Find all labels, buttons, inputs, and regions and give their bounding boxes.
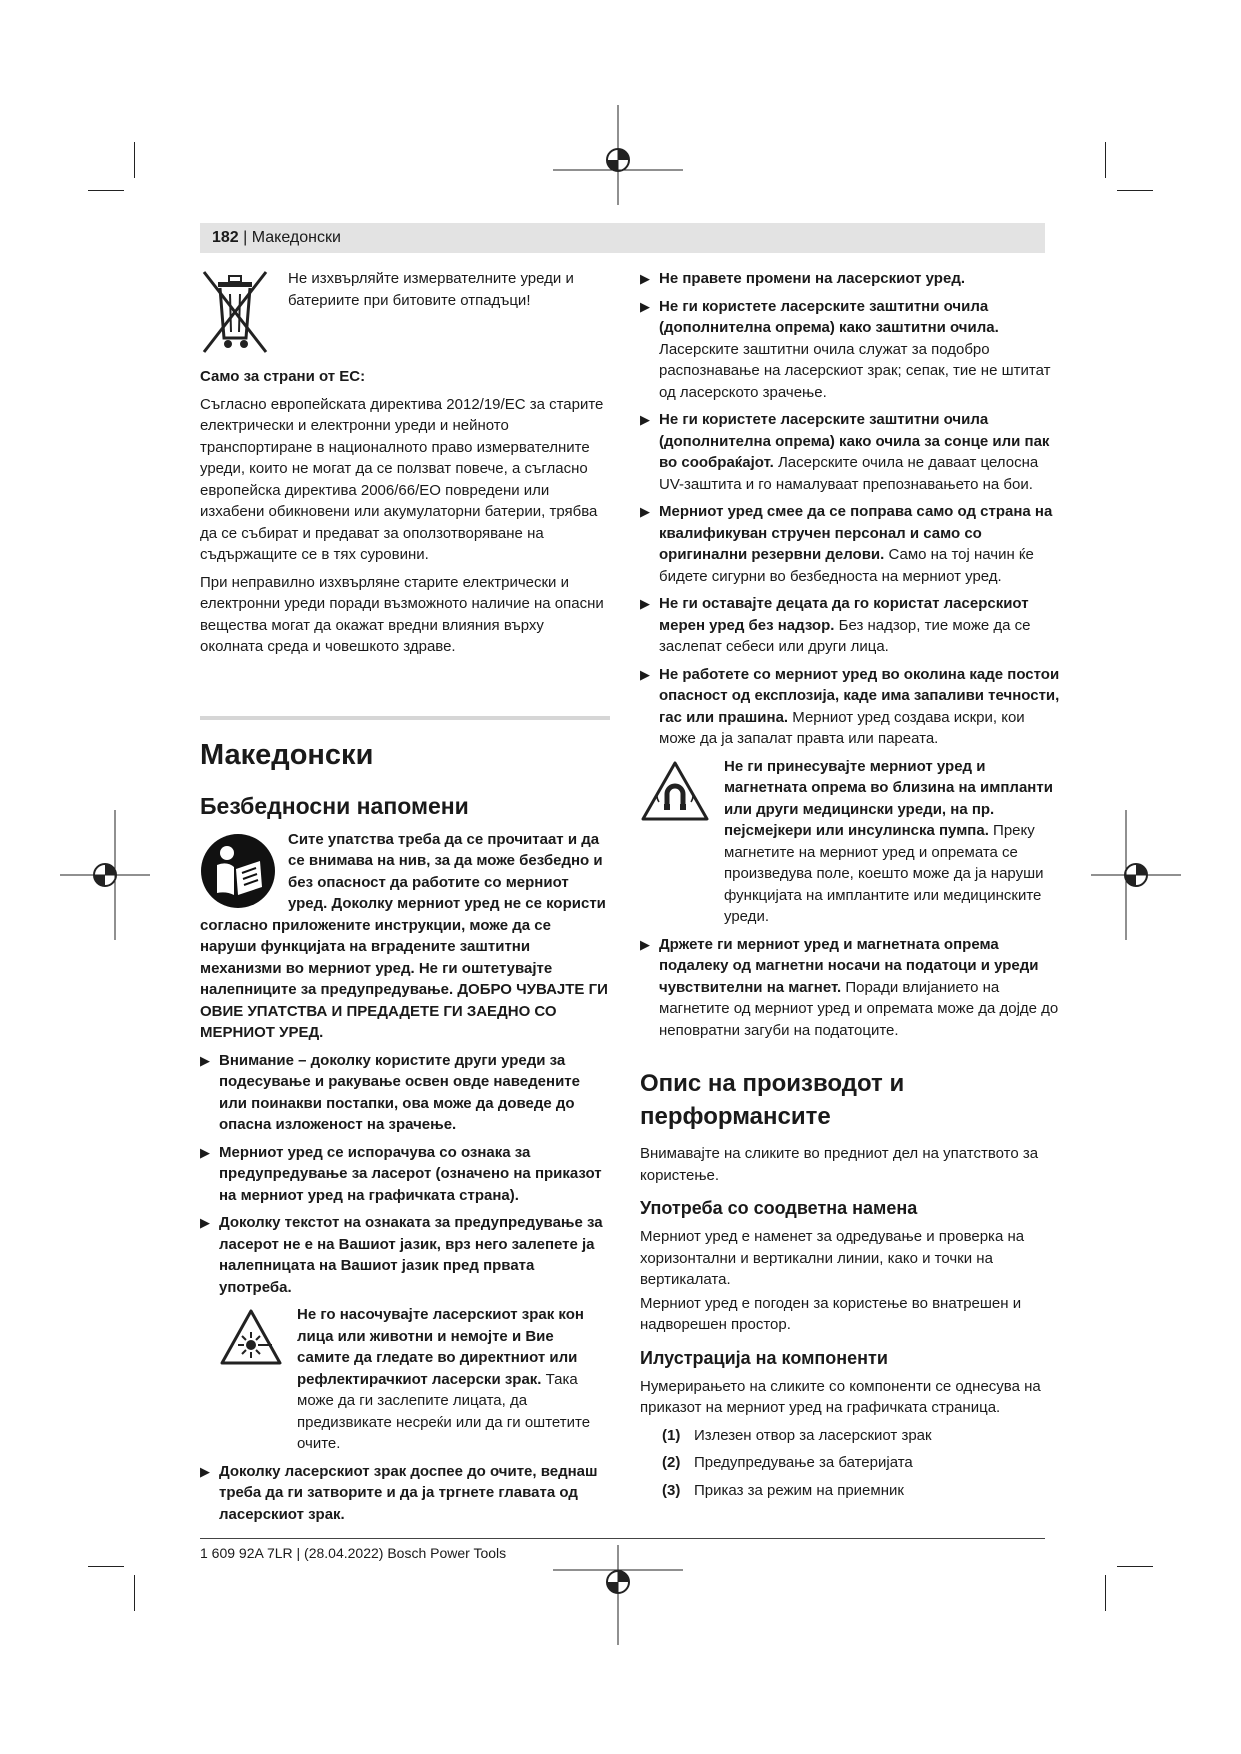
registration-mark-icon (553, 105, 683, 205)
bullet-item: ▶ Не работете со мерниот уред во околина каде постои опасност од експлозија, каде има запаливи течности, гас или прашина. Мерниот уред создава искри, кои може да ја запалат правта или пареата. (640, 665, 1060, 747)
magnet-warning-block (640, 756, 1060, 928)
bullet-arrow-icon: ▶ (200, 1463, 210, 1479)
bullet-item: ▶ Мерниот уред смее да се поправа само од страна на квалификуван стручен персонал и само со оригинални резервни делови. Само на тој начин ќе бидете сигурни во безбедноста на мерниот уред. (640, 503, 1053, 585)
magnet-warning-icon (640, 760, 710, 822)
bullet-arrow-icon: ▶ (640, 936, 650, 952)
page-footer: 1 609 92A 7LR | (28.04.2022) Bosch Power Tools (200, 1545, 507, 1561)
page-number: 182 (212, 229, 239, 246)
bullet-arrow-icon: ▶ (640, 298, 650, 314)
crop-mark (1105, 1575, 1106, 1611)
crop-mark (134, 1575, 135, 1611)
description-title: Опис на производот и перформансите (640, 1070, 905, 1130)
bullet-item: ▶ Не ги оставајте децата да го користат ласерскиот мерен уред без надзор. Без надзор, тие може да се заслепат себеси или други лица. (640, 595, 1031, 655)
bullet-item: ▶ Мерниот уред се испорачува со ознака за предупредување за ласерот (означено на приказот на мерниот уред на графичката страна). (200, 1143, 602, 1204)
laser-warning-text: Не го насочувајте ласерскиот зрак кон лица или животни и немојте и Вие самите да гледате во директниот или рефлектирачкиот ласерски зрак. Така може да ги заслепите лицата, да предизвикате несреќи или да ги оштетите очите. (297, 1306, 591, 1452)
read-manual-icon (200, 833, 276, 909)
magnet-warning-text: Не ги принесувајте мерниот уред и магнетната опрема во близина на импланти или други медицински уреди, на пр. пејсмејкери или инсулинска пумпа. Преку магнетите на мерниот уред и опремата се произведува поле, коешто може да ја наруши функцијата на имплантите или медицинските уреди. (724, 757, 1053, 925)
crop-mark (1117, 190, 1153, 191)
components-paragraph: Нумерирањето на сликите со компоненти се однесува на приказот на мерниот уред на графичката страница. (640, 1377, 1041, 1416)
bullet-arrow-icon: ▶ (200, 1215, 210, 1230)
weee-text: Не изхвърляйте измервателните уреди и батериите при битовите отпадъци! (288, 270, 574, 309)
registration-mark-icon (1091, 810, 1181, 940)
crossed-bin-icon (200, 268, 270, 354)
components-title: Илустрација на компоненти (640, 1347, 888, 1368)
bullet-arrow-icon: ▶ (640, 596, 650, 611)
bullet-item: ▶ Не правете промени на ласерскиот уред. (640, 268, 1060, 290)
component-item: (1) Излезен отвор за ласерскиот зрак (662, 1426, 932, 1444)
bullet-item: ▶ Внимание – доколку користите други уреди за подесување и ракување освен овде наведените или поинакви постапки, ова може да доведе до опасна изложеност на зрачење. (200, 1051, 580, 1133)
header-language: Македонски (251, 229, 341, 246)
registration-mark-icon (553, 1545, 683, 1645)
bullet-arrow-icon: ▶ (200, 1144, 210, 1160)
bullet-item: ▶ Доколку ласерскиот зрак доспее до очите, веднаш треба да ги затворите и да ја тргнете главата од ласерскиот зрак. (200, 1462, 598, 1523)
description-paragraph: Внимавајте на сликите во предниот дел на упатството за користење. (640, 1145, 1039, 1184)
section-divider (200, 716, 610, 720)
bullet-item: ▶ Не ги користете ласерските заштитни очила (дополнителна опрема) како заштитни очила. Ласерските заштитни очила служат за подобро распознавање на ласерскиот зрак; сепак, тие не штитат од ласерското зрачење. (640, 297, 1051, 401)
bullet-item: ▶ Доколку текстот на ознаката за предупредување за ласерот не е на Вашиот јазик, врз него залепете ја налепницата на Вашиот јазик пред првата употреба. (200, 1214, 603, 1296)
intended-use-title: Употреба со соодветна намена (640, 1198, 918, 1218)
bullet-arrow-icon: ▶ (640, 666, 650, 682)
laser-warning-icon (219, 1308, 283, 1366)
footer-rule (200, 1538, 1045, 1539)
bullet-item: ▶ Не ги користете ласерските заштитни очила (дополнителна опрема) како очила за сонце или пак во сообраќајот. Ласерските очила не даваат целосна UV-заштита и го намалуваат препознавањето на бои. (640, 411, 1050, 493)
safety-intro: Сите упатства треба да се прочитаат и да се внимава на нив, за да може безбедно и без опасност да работите со мерниот уред. Доколку мерниот уред не се користи согласно приложените инструкции, може да се наруши функцијата на вградените заштитни механизми во мерниот уред. Не ги оштетувајте налепниците за предупредување. ДОБРО ЧУВАЈТЕ ГИ ОВИЕ УПАТСТВА И ПРЕДАДЕТЕ ГИ ЗАЕДНО СО МЕРНИОТ УРЕД. (200, 830, 608, 1041)
crop-mark (88, 1566, 124, 1567)
page-header: 182 | Македонски (212, 229, 341, 246)
intended-use-paragraph-1: Мерниот уред е наменет за одредување и проверка на хоризонтални и вертикални линии, како и точки на вертикалата. (640, 1228, 1025, 1288)
eu-paragraph-2: При неправилно изхвърляне старите електрически и електронни уреди поради възможното наличие на опасни вещества могат да окажат вредни влияния върху околната среда и човешкото здраве. (200, 573, 604, 655)
eu-heading: Само за страни от ЕС: (200, 368, 366, 385)
component-item: (3) Приказ за режим на приемник (662, 1481, 904, 1499)
crop-mark (88, 190, 124, 191)
bullet-arrow-icon: ▶ (640, 271, 650, 286)
bullet-arrow-icon: ▶ (640, 504, 650, 519)
crop-mark (134, 142, 135, 178)
crop-mark (1105, 142, 1106, 178)
right-column (640, 268, 1060, 1507)
crop-mark (1117, 1566, 1153, 1567)
safety-intro-block (200, 829, 610, 1044)
registration-mark-icon (60, 810, 150, 940)
intended-use-paragraph-2: Мерниот уред е погоден за користење во внатрешен и надворешен простор. (640, 1294, 1022, 1333)
laser-warning-block (219, 1304, 610, 1455)
eu-paragraph-1: Съгласно европейската директива 2012/19/ЕС за старите електрически и електронни уреди и нейното транспортиране в националното право измервателните уреди, които не могат да се ползват повече, а съгласно европейска директива 2006/66/ЕО повредени или изхабени обикновени или акумулаторни батерии, трябва да се събират и предават за оползотворяване на съдържащите се в тях суровини. (200, 395, 604, 563)
bullet-arrow-icon: ▶ (640, 412, 650, 427)
bullet-arrow-icon: ▶ (200, 1052, 210, 1068)
safety-title: Безбедносни напомени (200, 792, 469, 819)
left-column (200, 268, 610, 1531)
section-title: Македонски (200, 738, 374, 771)
component-item: (2) Предупредување за батеријата (662, 1454, 913, 1471)
weee-block (200, 268, 610, 360)
bullet-item: ▶ Држете ги мерниот уред и магнетната опрема подалеку од магнетни носачи на податоци и уреди чувствителни на магнет. Поради влијанието на магнетите од мерниот уред и опремата може да дојде до неповратни загуби на податоците. (640, 935, 1059, 1039)
